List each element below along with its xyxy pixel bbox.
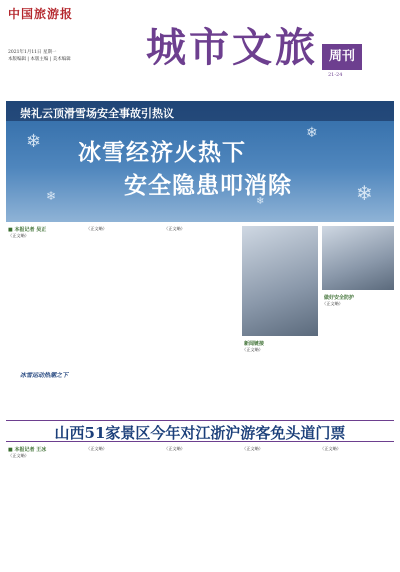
bottom-column-3: （正文略）	[164, 446, 185, 451]
article-column-1: （正文略）	[8, 233, 29, 238]
section-title: 城市文旅	[146, 24, 318, 71]
article-column-5: （正文略）	[322, 301, 343, 306]
bottom-byline: ■ 本报记者 王冰	[8, 447, 47, 453]
safety-heading: 做好安全防护	[324, 295, 355, 301]
date-line: 2021年1月11日 星期一	[8, 50, 57, 55]
skier-photo	[242, 226, 318, 336]
hero-headline-1: 冰雪经济火热下	[78, 139, 246, 166]
editor-line: 本版编辑 | 本版主编 | 美术编辑	[8, 57, 71, 62]
snowflake-icon: ❄	[306, 125, 318, 141]
weekly-badge: 周刊	[322, 44, 362, 70]
bottom-column-2: （正文略）	[86, 446, 107, 451]
newspaper-logo: 中国旅游报	[8, 7, 74, 21]
page-range: 21-24	[328, 72, 343, 78]
news-link-heading: 新闻链接	[244, 341, 265, 347]
pull-quote: 冰雪运动热潮之下	[20, 372, 69, 379]
bottom-column-1: （正文略）	[8, 453, 29, 458]
bottom-column-4: （正文略）	[242, 446, 263, 451]
article-column-3: （正文略）	[164, 226, 185, 231]
snowflake-icon: ❄	[26, 131, 42, 152]
byline: ■ 本报记者 吴正	[8, 227, 47, 233]
snowflake-icon: ❄	[46, 189, 57, 203]
article-column-2: （正文略）	[86, 226, 107, 231]
hero-headline-2: 安全隐患叩消除	[124, 172, 292, 199]
bottom-column-5: （正文略）	[320, 446, 341, 451]
scene-photo	[322, 226, 394, 290]
snowflake-icon: ❄	[256, 196, 265, 207]
hero-banner	[6, 101, 394, 222]
hero-subtitle: 崇礼云顶滑雪场安全事故引热议	[20, 107, 174, 120]
article-column-4: （正文略）	[242, 347, 263, 352]
snowflake-icon: ❄	[356, 181, 373, 205]
bottom-headline: 山西51家景区今年对江浙沪游客免头道门票	[54, 424, 346, 442]
